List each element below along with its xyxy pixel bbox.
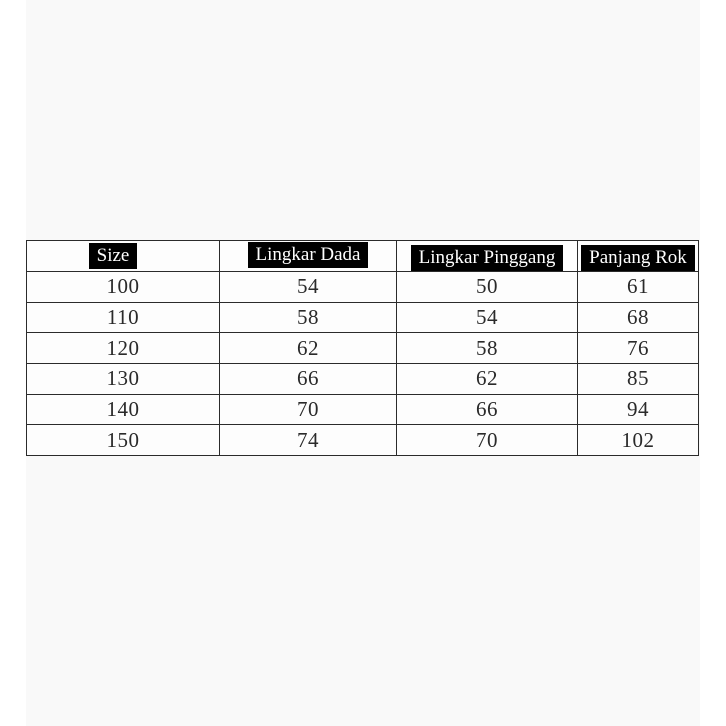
- cell-size: 150: [27, 425, 220, 456]
- size-chart-table: [26, 240, 699, 456]
- cell-lingkar-dada: 70: [220, 394, 397, 425]
- table-row: [27, 272, 699, 303]
- cell-lingkar-pinggang: 50: [397, 272, 578, 303]
- cell-size: 110: [27, 302, 220, 333]
- cell-lingkar-pinggang: 58: [397, 333, 578, 364]
- table-row: [27, 425, 699, 456]
- cell-size: 120: [27, 333, 220, 364]
- cell-lingkar-dada: 66: [220, 363, 397, 394]
- cell-panjang-rok: 102: [578, 425, 699, 456]
- cell-lingkar-pinggang: 66: [397, 394, 578, 425]
- cell-size: 130: [27, 363, 220, 394]
- header-row: [27, 241, 699, 272]
- table-row: [27, 333, 699, 364]
- header-cell-panjang-rok: [578, 241, 699, 272]
- cell-lingkar-dada: 54: [220, 272, 397, 303]
- cell-panjang-rok: 94: [578, 394, 699, 425]
- cell-lingkar-pinggang: 62: [397, 363, 578, 394]
- header-label: Lingkar Pinggang: [411, 245, 564, 271]
- header-label: Size: [89, 243, 138, 269]
- cell-lingkar-dada: 58: [220, 302, 397, 333]
- table-row: [27, 363, 699, 394]
- header-cell-size: [27, 241, 220, 272]
- cell-size: 100: [27, 272, 220, 303]
- header-cell-lingkar-dada: [220, 241, 397, 272]
- header-label: Lingkar Dada: [248, 242, 369, 268]
- table-row: [27, 302, 699, 333]
- cell-lingkar-dada: 62: [220, 333, 397, 364]
- cell-panjang-rok: 85: [578, 363, 699, 394]
- header-label: Panjang Rok: [581, 245, 695, 271]
- cell-lingkar-pinggang: 70: [397, 425, 578, 456]
- table-row: [27, 394, 699, 425]
- cell-lingkar-pinggang: 54: [397, 302, 578, 333]
- cell-panjang-rok: 61: [578, 272, 699, 303]
- cell-lingkar-dada: 74: [220, 425, 397, 456]
- cell-panjang-rok: 68: [578, 302, 699, 333]
- cell-panjang-rok: 76: [578, 333, 699, 364]
- cell-size: 140: [27, 394, 220, 425]
- header-cell-lingkar-pinggang: [397, 241, 578, 272]
